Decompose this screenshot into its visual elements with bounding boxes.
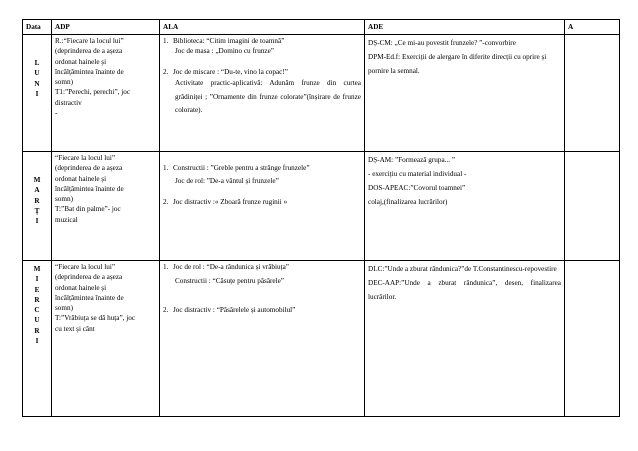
day-letter: C — [34, 306, 40, 315]
header-ade: ADE — [365, 20, 565, 35]
ala-item: Joc distractiv : “Păsărelele și automobilul” — [173, 305, 296, 314]
a-cell — [565, 261, 620, 417]
day-letter: U — [34, 316, 40, 325]
day-letter: M — [33, 176, 41, 185]
adp-line: “Fiecare la locul lui” — [55, 154, 116, 163]
ala-item: Constructii : ”Greble pentru a strânge frunzele” — [173, 164, 310, 173]
adp-line: ordonat hainele și — [55, 57, 107, 66]
ala-item: Biblioteca: “Citim imagini de toamnă” — [173, 37, 285, 46]
adp-line: încălțămintea înainte de — [55, 184, 124, 193]
day-letter: N — [34, 79, 40, 88]
ala-item: Joc de miscare : “Du-te, vino la copac!” — [173, 67, 288, 76]
ade-line: colaj,(finalizarea lucrărilor) — [368, 198, 448, 207]
adp-line: încălțămintea înainte de — [55, 293, 124, 302]
adp-cell — [52, 152, 160, 261]
item-number: 2. — [163, 305, 169, 314]
ala-cell — [160, 35, 365, 152]
ala-item: Joc distractiv :« Zboară frunze ruginii » — [173, 197, 288, 206]
ade-line: DLC:”Unde a zburat rândunica?”de T.Constantinescu-repovestire — [368, 265, 557, 274]
header-row — [23, 20, 620, 35]
day-cell — [23, 152, 52, 261]
adp-line: (deprinderea de a așeza — [55, 164, 123, 173]
adp-line: cu text și cânt — [55, 324, 95, 333]
item-number: 1. — [163, 263, 169, 272]
header-adp: ADP — [52, 20, 160, 35]
adp-line: somn) — [55, 78, 73, 87]
ade-line: DPM-Ed.f: Exerciții de alergare în diferite direcții cu oprire și pornire la semnal. — [368, 53, 547, 76]
adp-line: “Fiecare la locul lui” — [55, 263, 116, 272]
adp-line: T1:”Perechi, perechi”, joc — [55, 88, 131, 97]
ala-cell — [160, 152, 365, 261]
header-ala: ALA — [160, 20, 365, 35]
day-letter: R — [34, 326, 40, 335]
ala-item: Joc de rol : “De-a rândunica și vrăbiuța” — [173, 263, 289, 272]
ala-subitem: Joc de rol: ”De-a vântul și frunzele” — [175, 177, 279, 186]
adp-line: încălțămintea înainte de — [55, 67, 124, 76]
adp-line: (deprinderea de a așeza — [55, 47, 123, 56]
day-letter: I — [35, 336, 39, 345]
item-number: 1. — [163, 164, 169, 173]
ala-subitem: Activitate practic-aplicativă: Adunăm frunze din curtea grădiniței ; ”Ornamente din frunze colorate”(înșirare de frunze colorate). — [175, 78, 361, 115]
header-a: A — [565, 20, 620, 35]
day-cell — [23, 261, 52, 417]
header-data: Data — [23, 20, 52, 35]
adp-line: ordonat hainele și — [55, 174, 107, 183]
table-row — [23, 152, 620, 261]
adp-line: R.:“Fiecare la locul lui” — [55, 37, 124, 46]
adp-cell — [52, 35, 160, 152]
day-cell — [23, 35, 52, 152]
ala-subitem: Joc de masa : „Domino cu frunze” — [175, 47, 274, 56]
adp-line: - — [55, 108, 58, 117]
ade-cell — [365, 35, 565, 152]
adp-line: (deprinderea de a așeza — [55, 273, 123, 282]
ade-line: DOS-APEAC:”Covorul toamnei” — [368, 184, 466, 193]
day-letter: L — [34, 59, 40, 68]
item-number: 2. — [163, 197, 169, 206]
adp-line: somn) — [55, 195, 73, 204]
ade-cell — [365, 152, 565, 261]
adp-line: muzical — [55, 215, 78, 224]
day-letter: E — [34, 285, 40, 294]
ade-line: - exercițiu cu material individual - — [368, 170, 467, 179]
ala-subitem: Constructii : “Căsuțe pentru păsărele” — [175, 277, 284, 286]
day-letter: M — [33, 265, 41, 274]
day-letter: R — [34, 295, 40, 304]
day-letter: I — [35, 217, 39, 226]
day-letter: A — [34, 186, 40, 195]
day-letter: I — [35, 89, 39, 98]
adp-cell — [52, 261, 160, 417]
ade-line: DȘ-AM: ”Formează grupa... ” — [368, 156, 456, 165]
adp-line: ordonat hainele și — [55, 283, 107, 292]
weekly-plan-table — [22, 19, 620, 417]
a-cell — [565, 152, 620, 261]
adp-line: somn) — [55, 304, 73, 313]
item-number: 1. — [163, 37, 169, 46]
table-row — [23, 261, 620, 417]
day-letter: Ț — [34, 206, 40, 215]
adp-line: distractiv — [55, 98, 82, 107]
ade-line: DȘ-CM: „Ce mi-au povestit frunzele? ”-convorbire — [368, 39, 516, 48]
adp-line: T:”Vrăbiuța se dă huța”, joc — [55, 314, 136, 323]
a-cell — [565, 35, 620, 152]
ala-cell — [160, 261, 365, 417]
ade-line: DEC-AAP:”Unde a zburat rândunica”, desen, finalizarea lucrărilor. — [368, 279, 561, 302]
table-row — [23, 35, 620, 152]
item-number: 2. — [163, 67, 169, 76]
day-letter: R — [34, 196, 40, 205]
adp-line: T:”Bat din palme”- joc — [55, 205, 121, 214]
day-letter: I — [35, 275, 39, 284]
day-letter: U — [34, 69, 40, 78]
ade-cell — [365, 261, 565, 417]
